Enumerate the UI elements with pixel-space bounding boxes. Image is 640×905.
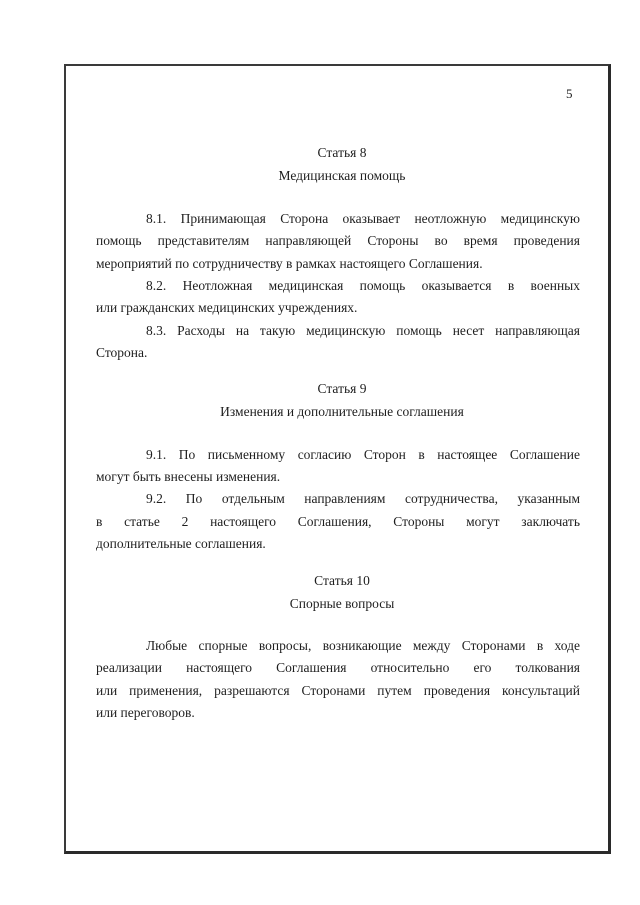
article-10-title: Спорные вопросы bbox=[289, 596, 395, 611]
article-8-heading: Статья 8 bbox=[317, 145, 367, 160]
article-9-line-2: могут быть внесены изменения. bbox=[96, 469, 281, 484]
article-8-line-5: или гражданских медицинских учреждениях. bbox=[96, 300, 358, 315]
article-8-line-3: мероприятий по сотрудничеству в рамках настоящего Соглашения. bbox=[96, 256, 483, 271]
article-9-title: Изменения и дополнительные соглашения bbox=[220, 404, 464, 419]
article-10-line-4: или переговоров. bbox=[96, 705, 195, 720]
article-8-line-7: Сторона. bbox=[96, 345, 148, 360]
article-8-line-2: помощь представителям направляющей Стороны во время проведения bbox=[96, 233, 580, 248]
article-8-line-6: 8.3. Расходы на такую медицинскую помощь несет направляющая bbox=[146, 323, 580, 338]
article-8-line-4: 8.2. Неотложная медицинская помощь оказывается в военных bbox=[146, 278, 580, 293]
article-10-line-2: реализации настоящего Соглашения относительно его толкования bbox=[96, 660, 580, 675]
article-10-line-3: или применения, разрешаются Сторонами путем проведения консультаций bbox=[96, 683, 580, 698]
article-10-heading: Статья 10 bbox=[314, 573, 370, 588]
article-8-line-1: 8.1. Принимающая Сторона оказывает неотложную медицинскую bbox=[146, 211, 580, 226]
article-9-heading: Статья 9 bbox=[317, 381, 367, 396]
article-9-line-5: дополнительные соглашения. bbox=[96, 536, 266, 551]
article-9-line-1: 9.1. По письменному согласию Сторон в настоящее Соглашение bbox=[146, 447, 580, 462]
article-9-line-4: в статье 2 настоящего Соглашения, Стороны могут заключать bbox=[96, 514, 580, 529]
article-10-line-1: Любые спорные вопросы, возникающие между Сторонами в ходе bbox=[146, 638, 580, 653]
article-8-title: Медицинская помощь bbox=[278, 168, 406, 183]
article-9-line-3: 9.2. По отдельным направлениям сотрудничества, указанным bbox=[146, 491, 580, 506]
page-number: 5 bbox=[566, 86, 573, 101]
